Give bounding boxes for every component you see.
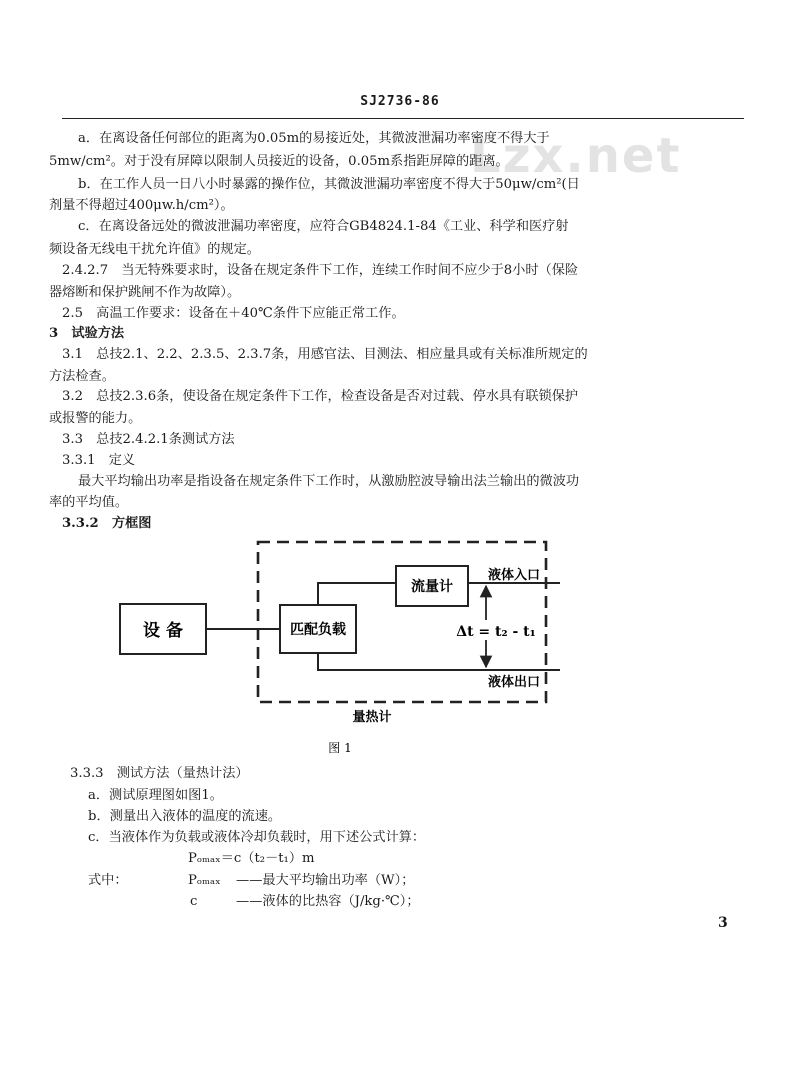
clause-a-line2: 5mw/cm²。对于没有屏障以限制人员接近的设备，0.05m系指距屏障的距离。 (49, 154, 509, 169)
figure-caption: 图 1 (328, 741, 352, 755)
formula-def2-text: ——液体的比热容（J/kg·℃）； (236, 894, 420, 909)
formula-where-label: 式中： (88, 873, 128, 888)
formula-def1-text: ——最大平均输出功率（W）； (236, 873, 415, 888)
method-c: c．当液体作为负载或液体冷却负载时，用下述公式计算： (88, 830, 426, 845)
clause-32-line2: 或报警的能力。 (49, 411, 142, 426)
clause-31-line2: 方法检查。 (49, 369, 115, 384)
clause-a-line1: a．在离设备任何部位的距离为0.05m的易接近处，其微波泄漏功率密度不得大于 (78, 131, 550, 146)
clause-c-line2: 频设备无线电干扰允许值》的规定。 (49, 242, 260, 257)
formula-def2-symbol: c (190, 894, 198, 909)
clause-2427-line1: 2.4.2.7 当无特殊要求时，设备在规定条件下工作，连续工作时间不应少于8小时（保险 (62, 263, 579, 278)
calorimeter-label: 量热计 (352, 710, 392, 725)
section-3-heading: 3 试验方法 (49, 326, 125, 341)
clause-331: 3.3.1 定义 (62, 453, 136, 468)
watermark: Lzx.net (470, 128, 682, 184)
clause-32-line1: 3.2 总技2.3.6条，使设备在规定条件下工作，检查设备是否对过载、停水具有联锁保护 (62, 389, 579, 404)
method-b: b．测量出入液体的温度的流速。 (88, 809, 282, 824)
formula-def1-symbol: Pₒₘₐₓ (188, 873, 221, 888)
clause-b-line1: b．在工作人员一日八小时暴露的操作位，其微波泄漏功率密度不得大于50μw/cm²(日 (78, 177, 580, 192)
flowmeter-label: 流量计 (411, 579, 453, 595)
clause-c-line1: c．在离设备远处的微波泄漏功率密度，应符合GB4824.1-84《工业、科学和医疗射 (78, 219, 569, 234)
clause-332: 3.3.2 方框图 (62, 516, 152, 531)
matched-load-label: 匹配负载 (290, 622, 346, 638)
page-number: 3 (718, 915, 728, 931)
load-to-flowmeter-line (318, 583, 396, 605)
clause-33: 3.3 总技2.4.2.1条测试方法 (62, 432, 235, 447)
clause-25: 2.5 高温工作要求：设备在＋40℃条件下应能正常工作。 (62, 306, 405, 321)
document-code-header: SJ2736-86 (360, 94, 440, 109)
delta-t-label: Δt = t₂ - t₁ (456, 624, 536, 640)
inlet-label: 液体入口 (487, 568, 541, 583)
clause-b-line2: 剂量不得超过400μw.h/cm²）。 (49, 198, 234, 213)
method-a: a．测试原理图如图1。 (88, 788, 223, 803)
outlet-label: 液体出口 (487, 675, 541, 690)
definition-line1: 最大平均输出功率是指设备在规定条件下工作时，从激励腔波导输出法兰输出的微波功 (78, 474, 580, 489)
formula-main: Pₒₘₐₓ＝c（t₂－t₁）m (188, 851, 315, 866)
device-label: 设 备 (143, 621, 183, 641)
clause-31-line1: 3.1 总技2.1、2.2、2.3.5、2.3.7条，用感官法、目测法、相应量具或有关标准所规定的 (62, 347, 588, 362)
clause-2427-line2: 器熔断和保护跳闸不作为故障）。 (49, 285, 241, 300)
definition-line2: 率的平均值。 (49, 495, 129, 510)
clause-333: 3.3.3 测试方法（量热计法） (70, 766, 249, 781)
outlet-line (318, 653, 560, 670)
